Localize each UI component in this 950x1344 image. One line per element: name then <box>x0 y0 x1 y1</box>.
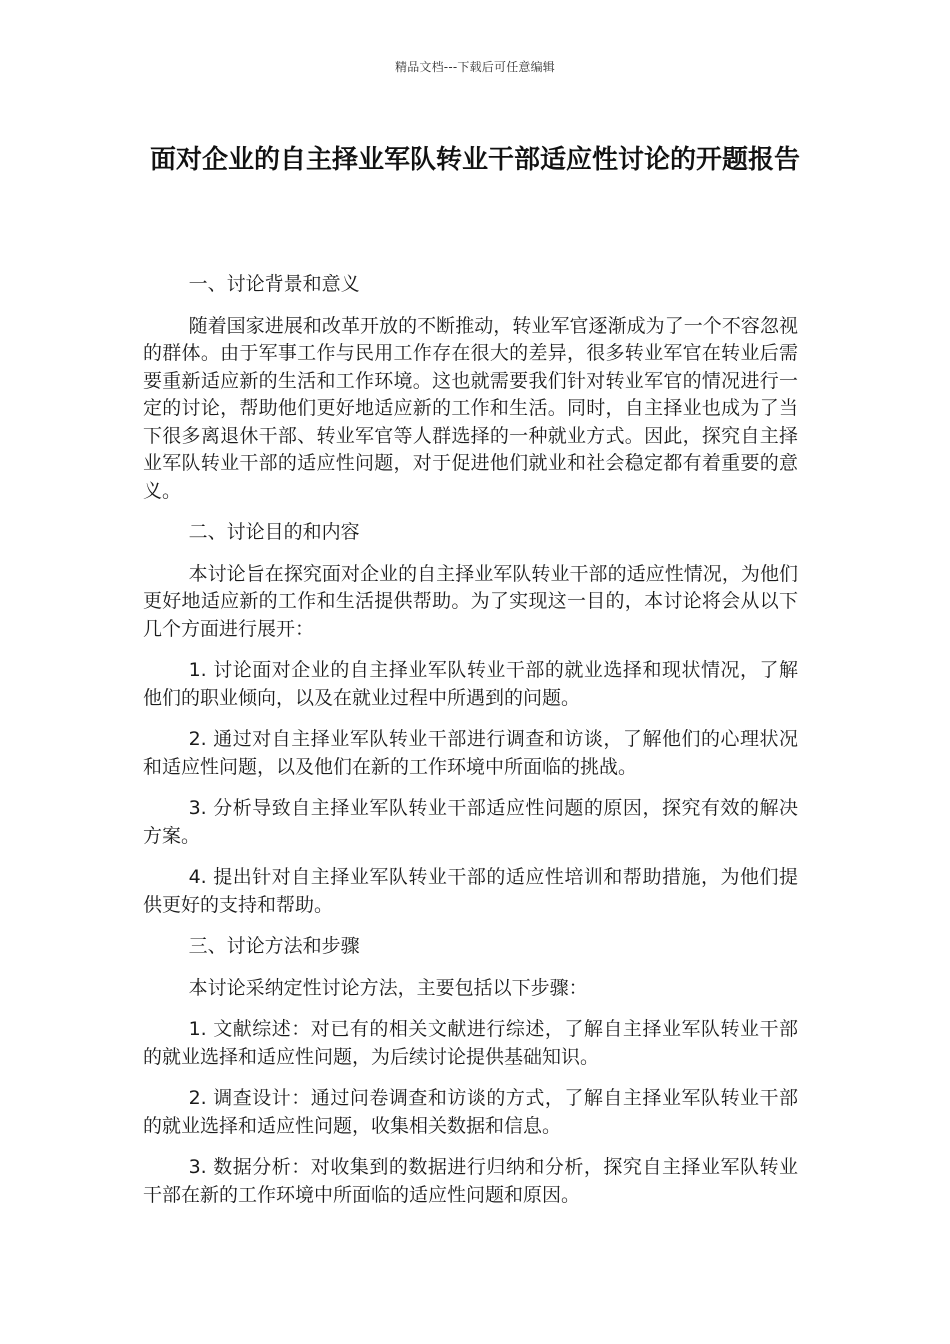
list-item: 1. 讨论面对企业的自主择业军队转业干部的就业选择和现状情况，了解他们的职业倾向，以及在就业过程中所遇到的问题。 <box>143 659 798 709</box>
document-body <box>143 271 798 1223</box>
body-paragraph: 随着国家进展和改革开放的不断推动，转业军官逐渐成为了一个不容忽视的群体。由于军事工作与民用工作存在很大的差异，很多转业军官在转业后需要重新适应新的生活和工作环境。这也就需要我们针对转业军官的情况进行一定的讨论，帮助他们更好地适应新的工作和生活。同时，自主择业也成为了当下很多离退休干部、转业军官等人群选择的一种就业方式。因此，探究自主择业军队转业干部的适应性问题，对于促进他们就业和社会稳定都有着重要的意义。 <box>143 314 798 502</box>
list-item: 2. 通过对自主择业军队转业干部进行调查和访谈，了解他们的心理状况和适应性问题，以及他们在新的工作环境中所面临的挑战。 <box>143 728 798 778</box>
section-heading: 二、讨论目的和内容 <box>188 521 360 543</box>
list-item: 3. 数据分析：对收集到的数据进行归纳和分析，探究自主择业军队转业干部在新的工作环境中所面临的适应性问题和原因。 <box>143 1156 798 1206</box>
body-paragraph: 本讨论旨在探究面对企业的自主择业军队转业干部的适应性情况，为他们更好地适应新的工作和生活提供帮助。为了实现这一目的，本讨论将会从以下几个方面进行展开： <box>143 562 798 640</box>
list-item: 4. 提出针对自主择业军队转业干部的适应性培训和帮助措施，为他们提供更好的支持和帮助。 <box>143 866 798 916</box>
document-title: 面对企业的自主择业军队转业干部适应性讨论的开题报告 <box>149 145 800 175</box>
list-item: 2. 调查设计：通过问卷调查和访谈的方式，了解自主择业军队转业干部的就业选择和适应性问题，收集相关数据和信息。 <box>143 1087 798 1137</box>
header-note: 精品文档---下载后可任意编辑 <box>395 60 555 74</box>
section-heading: 一、讨论背景和意义 <box>188 273 360 295</box>
body-paragraph: 本讨论采纳定性讨论方法，主要包括以下步骤： <box>188 976 588 999</box>
section-heading: 三、讨论方法和步骤 <box>188 935 360 957</box>
list-item: 1. 文献综述：对已有的相关文献进行综述，了解自主择业军队转业干部的就业选择和适应性问题，为后续讨论提供基础知识。 <box>143 1018 798 1068</box>
list-item: 3. 分析导致自主择业军队转业干部适应性问题的原因，探究有效的解决方案。 <box>143 797 798 847</box>
